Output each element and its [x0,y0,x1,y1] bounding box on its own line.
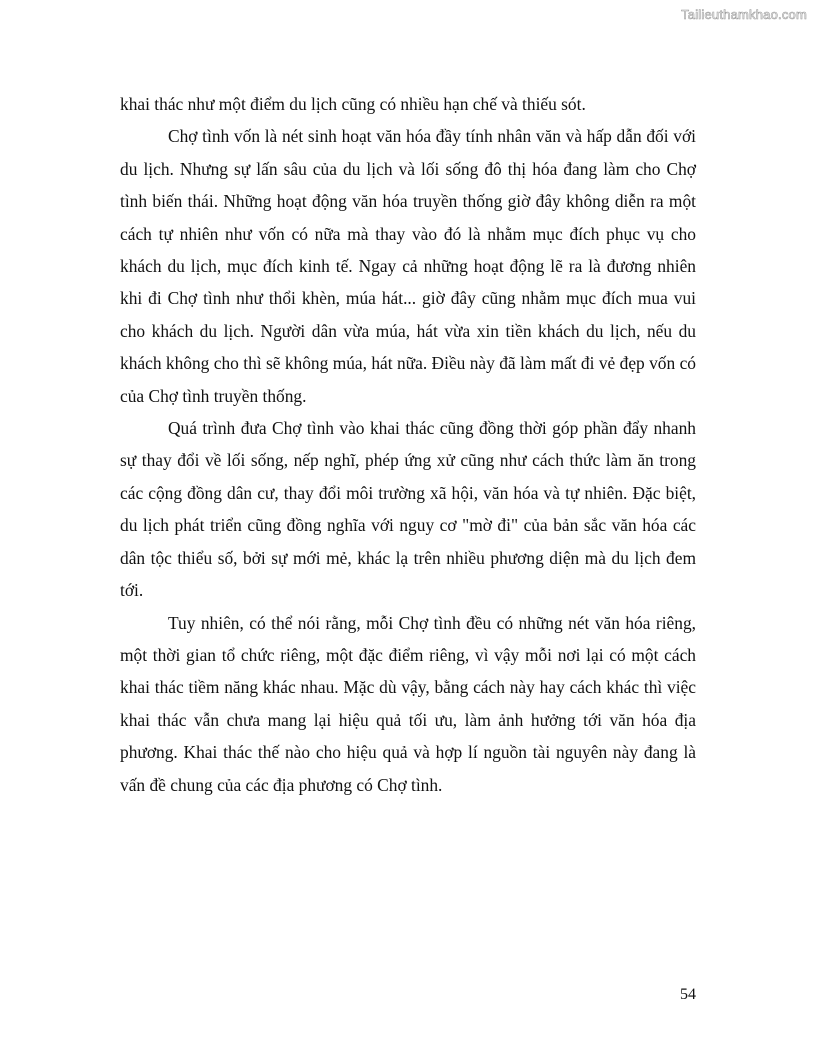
body-text [120,88,696,801]
watermark: Tailieuthamkhao.com [681,7,807,22]
page-number: 54 [680,986,696,1003]
paragraph: Tuy nhiên, có thể nói rằng, mỗi Chợ tình đều có những nét văn hóa riêng, một thời gian tổ chức riêng, một đặc điểm riêng, vì vậy mỗi nơi lại có một cách khai thác tiềm năng khác nhau. Mặc dù vậy, bằng cách này hay cách khác thì việc khai thác vẫn chưa mang lại hiệu quả tối ưu, làm ảnh hưởng tới văn hóa địa phương. Khai thác thế nào cho hiệu quả và hợp lí nguồn tài nguyên này đang là vấn đề chung của các địa phương có Chợ tình. [120,612,696,795]
paragraph-continuation: khai thác như một điểm du lịch cũng có nhiều hạn chế và thiếu sót. [120,94,586,114]
paragraph: Chợ tình vốn là nét sinh hoạt văn hóa đầy tính nhân văn và hấp dẫn đối với du lịch. Nhưng sự lấn sâu của du lịch và lối sống đô thị hóa đang làm cho Chợ tình biến thái. Những hoạt động văn hóa truyền thống giờ đây không diễn ra một cách tự nhiên như vốn có nữa mà thay vào đó là nhằm mục đích phục vụ cho khách du lịch, mục đích kinh tế. Ngay cả những hoạt động lẽ ra là đương nhiên khi đi Chợ tình như thổi khèn, múa hát... giờ đây cũng nhằm mục đích mua vui cho khách du lịch. Người dân vừa múa, hát vừa xin tiền khách du lịch, nếu du khách không cho thì sẽ không múa, hát nữa. Điều này đã làm mất đi vẻ đẹp vốn có của Chợ tình truyền thống. [120,126,696,406]
paragraph: Quá trình đưa Chợ tình vào khai thác cũng đồng thời góp phần đẩy nhanh sự thay đổi về lối sống, nếp nghĩ, phép ứng xử cũng như cách thức làm ăn trong các cộng đồng dân cư, thay đổi môi trường xã hội, văn hóa và tự nhiên. Đặc biệt, du lịch phát triển cũng đồng nghĩa với nguy cơ "mờ đi" của bản sắc văn hóa các dân tộc thiểu số, bởi sự mới mẻ, khác lạ trên nhiều phương diện mà du lịch đem tới. [120,418,696,601]
